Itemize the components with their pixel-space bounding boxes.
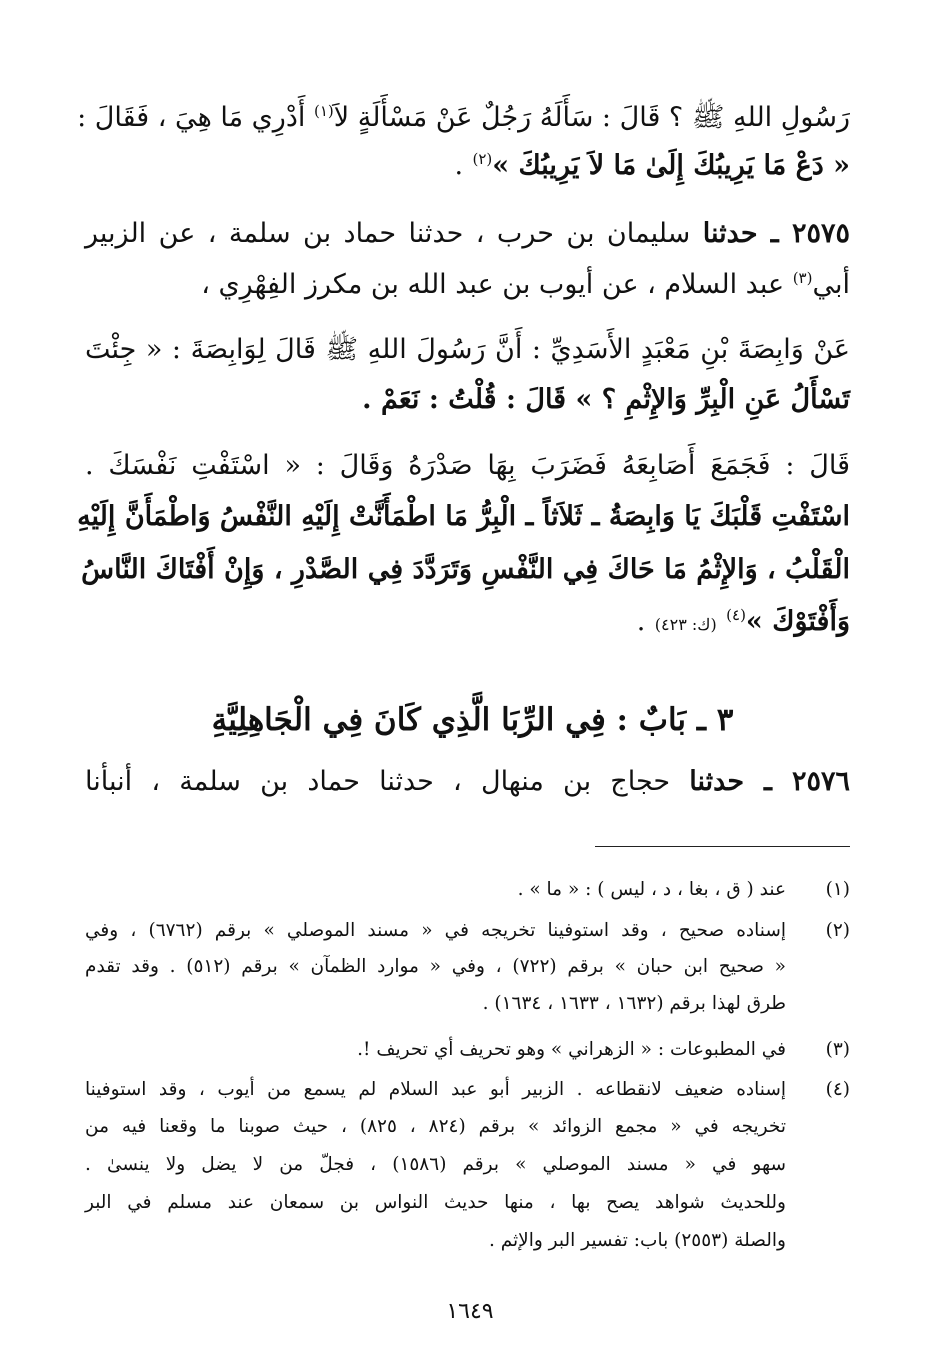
text-segment: تَسْأَلُ عَنِ الْبِرِّ وَالإِثْمِ ؟ » قَالَ : قُلْتُ : نَعَمْ . xyxy=(362,384,850,415)
text-segment: رَسُولِ اللهِ ﷺ ؟ قَالَ : سَأَلَهُ رَجُلٌ عَنْ مَسْأَلَةٍ لاَ xyxy=(333,102,850,133)
text-line-2 xyxy=(85,152,850,179)
hadith-2575-line-4 xyxy=(85,386,850,413)
footnote-number: (٤) xyxy=(825,1079,850,1100)
page-number: ١٦٤٩ xyxy=(446,1299,494,1324)
footnote-text: في المطبوعات : « الزهراني » وهو تحريف أي تحريف !. xyxy=(357,1039,786,1060)
text-segment: . xyxy=(636,606,646,637)
footnote-text: طرق لهذا برقم (١٦٣٢ ، ١٦٣٣ ، ١٦٣٤) . xyxy=(482,993,786,1014)
footnote-number: (٣) xyxy=(825,1039,850,1060)
footnote-text: « صحيح ابن حبان » برقم (٧٢٢) ، وفي « موارد الظمآن » برقم (٥١٢) . وقد تقدم xyxy=(85,956,787,977)
text-segment: عَنْ وَابِصَةَ بْنِ مَعْبَدٍ الأَسَدِيِّ : أَنَّ رَسُولَ اللهِ ﷺ قَالَ لِوَابِصَةَ : « جِئْتَ xyxy=(85,334,850,365)
hadith-2575-line-3 xyxy=(85,336,850,363)
text-segment: وَأَفْتَوْكَ » xyxy=(745,606,850,637)
text-line-1 xyxy=(77,102,850,133)
chapter-heading: ٣ ـ بَابٌ : فِي الرِّبَا الَّذِي كَانَ فِي الْجَاهِلِيَّةِ xyxy=(211,702,734,738)
text-segment: قَالَ : فَجَمَعَ أَصَابِعَهُ فَضَرَبَ بِهَا صَدْرَهُ وَقَالَ : « اسْتَفْتِ نَفْسَكَ . xyxy=(85,450,850,481)
footnote-text: سهو في « مسند الموصلي » برقم (١٥٨٦) ، فجلّ من لا يضل ولا ينسىٰ . xyxy=(85,1154,786,1175)
hadith-2576-line-1 xyxy=(85,768,850,795)
cross-reference: (ك: ٤٢٣) xyxy=(654,615,717,634)
isnad-text: حجاج بن منهال ، حدثنا حماد بن سلمة ، أنبأنا xyxy=(85,766,671,797)
footnote-text: والصلة (٢٥٥٣) باب: تفسير البر والإثم . xyxy=(488,1230,786,1251)
hadith-2575-line-8 xyxy=(85,608,850,635)
footnote-marker: (٣) xyxy=(792,269,813,287)
footnote-text: إسناده ضعيف لانقطاعه . الزبير أبو عبد السلام لم يسمع من أيوب ، وقد استوفينا xyxy=(85,1079,786,1100)
text-segment: الْقَلْبُ ، وَالإِثْمُ مَا حَاكَ فِي النَّفْسِ وَتَرَدَّدَ فِي الصَّدْرِ ، وَإِنْ أَفْتَاكَ النَّاسُ xyxy=(81,554,850,585)
text-segment: . xyxy=(454,150,464,181)
footnote-text: عند ( ق ، بغا ، د ، ليس ) : « ما » . xyxy=(517,879,786,900)
hadith-2575-line-2 xyxy=(85,271,850,298)
footnote-number: (٢) xyxy=(825,920,850,941)
hadith-number: ٢٥٧٦ ـ حدثنا xyxy=(689,766,851,797)
footnote-number: (١) xyxy=(825,879,850,900)
text-segment: أبي xyxy=(812,269,850,300)
hadith-2575-line-5 xyxy=(85,452,850,479)
footnote-marker: (٤) xyxy=(726,606,746,624)
text-segment: اسْتَفْتِ قَلْبَكَ يَا وَابِصَةُ ـ ثَلاَثاً ـ الْبِرُّ مَا اطْمَأَنَّتْ إِلَيْهِ النَّفْسُ وَاطْمَأَنَّ إِلَيْهِ xyxy=(77,501,850,532)
footnote-text: وللحديث شواهد يصح بها ، منها حديث النواس بن سمعان عند مسلم في البر xyxy=(85,1192,786,1213)
text-segment: أَدْرِي مَا هِيَ ، فَقَالَ : xyxy=(77,102,306,133)
text-segment: عبد السلام ، عن أيوب بن عبد الله بن مكرز الفِهْرِي ، xyxy=(201,269,785,300)
hadith-2575-line-1 xyxy=(85,220,850,247)
footnote-marker: (١) xyxy=(313,102,334,120)
isnad-text: سليمان بن حرب ، حدثنا حماد بن سلمة ، عن الزبير xyxy=(85,218,691,249)
footnote-text: تخريجه في « مجمع الزوائد » برقم (٨٢٤ ، ٨٢٥) ، حيث صوبنا ما وقعنا فيه من xyxy=(85,1116,786,1137)
quote-text: « دَعْ مَا يَرِيبُكَ إِلَىٰ مَا لاَ يَرِيبُكَ » xyxy=(492,150,850,181)
footnote-separator xyxy=(595,846,850,847)
footnote-text: إسناده صحيح ، وقد استوفينا تخريجه في « مسند الموصلي » برقم (٦٧٦٢) ، وفي xyxy=(85,920,786,941)
hadith-number: ٢٥٧٥ ـ حدثنا xyxy=(702,218,850,249)
hadith-2575-line-7 xyxy=(81,554,850,585)
hadith-2575-line-6 xyxy=(77,501,850,532)
footnote-marker: (٢) xyxy=(472,150,493,168)
